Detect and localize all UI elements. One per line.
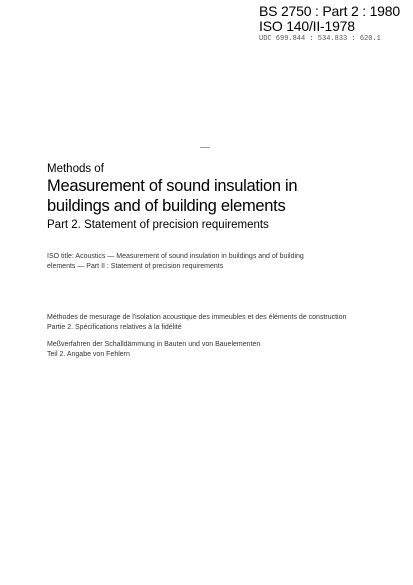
iso-number: ISO 140/II-1978	[259, 18, 355, 34]
main-title-line-1: Measurement of sound insulation in	[47, 177, 298, 195]
title-block	[47, 162, 397, 232]
french-title-line-2: Partie 2. Spécifications relatives à la fidélité	[47, 324, 182, 331]
german-title	[47, 340, 407, 360]
part-title: Part 2. Statement of precision requirements	[47, 219, 269, 231]
title-prefix: Methods of	[47, 163, 104, 175]
main-title-line-2: buildings and of building elements	[47, 197, 286, 215]
iso-title-reference	[47, 252, 397, 272]
iso-title-line-1: ISO title: Acoustics — Measurement of sound insulation in buildings and of building	[47, 253, 304, 260]
standard-designation	[259, 4, 409, 44]
french-title-line-1: Méthodes de mesurage de l'isolation acoustique des immeubles et des éléments de construction	[47, 314, 347, 321]
iso-title-line-2: elements — Part II : Statement of precision requirements	[47, 263, 224, 270]
standard-number: BS 2750 : Part 2 : 1980	[259, 3, 400, 19]
german-title-line-2: Teil 2. Angabe von Fehlern	[47, 351, 130, 358]
udc-code: UDC 699.844 : 534.833 : 620.1	[259, 35, 381, 43]
french-title	[47, 313, 407, 333]
german-title-line-1: Meßverfahren der Schalldämmung in Bauten und von Bauelementen	[47, 341, 261, 348]
center-mark	[200, 147, 210, 148]
